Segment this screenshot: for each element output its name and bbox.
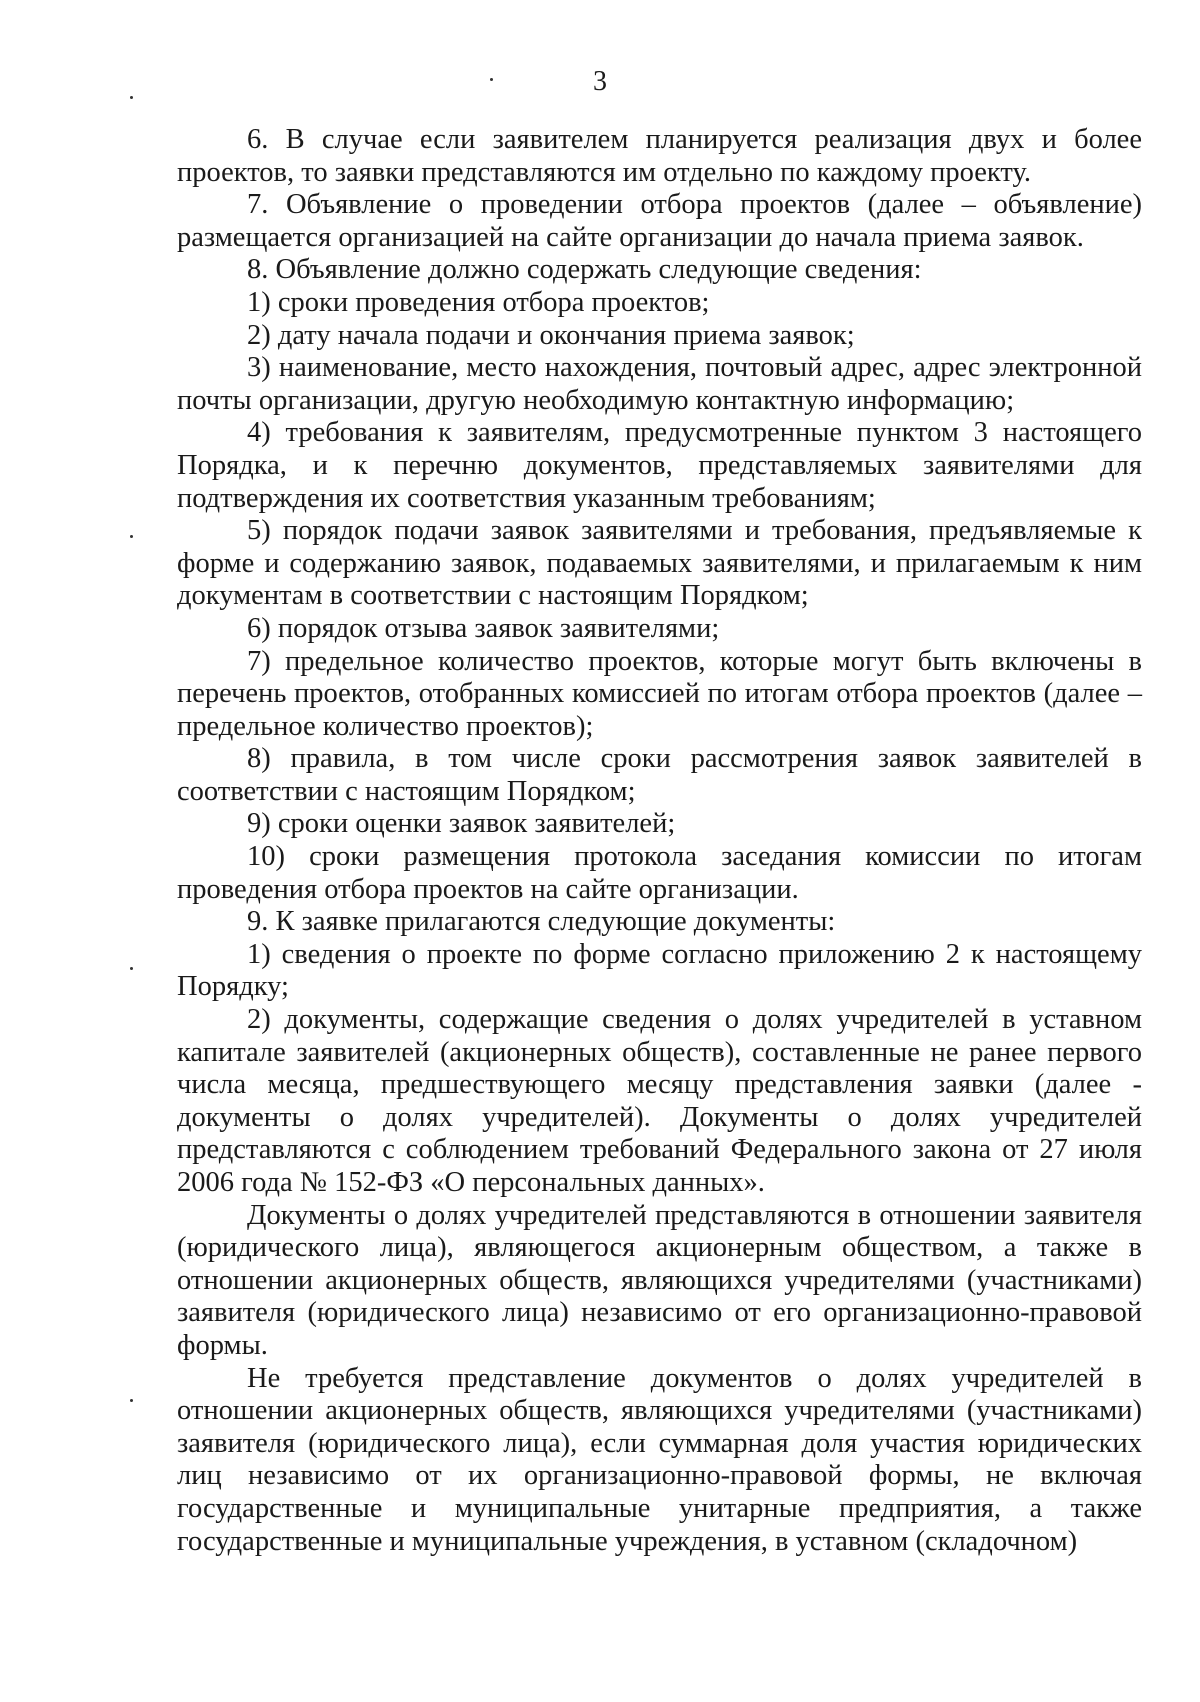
margin-mark xyxy=(130,967,133,970)
list-item-9-1: 1) сведения о проекте по форме согласно приложению 2 к настоящему Порядку; xyxy=(177,938,1142,1003)
paragraph-8: 8. Объявление должно содержать следующие сведения: xyxy=(247,254,922,286)
document-body xyxy=(177,124,1142,1558)
list-item-8-1: 1) сроки проведения отбора проектов; xyxy=(247,286,710,318)
page-number: 3 xyxy=(593,66,607,97)
list-item-8-10: 10) сроки размещения протокола заседания комиссии по итогам проведения отбора проектов на сайте организации. xyxy=(177,841,1142,905)
paragraph-7: 7. Объявление о проведении отбора проектов (далее – объявление) размещается организацией на сайте организации до начала приема заявок. xyxy=(177,189,1142,253)
list-item-8-3: 3) наименование, место нахождения, почтовый адрес, адрес электронной почты организации, другую необходимую контактную информацию; xyxy=(177,352,1142,416)
paragraph-9: 9. К заявке прилагаются следующие документы: xyxy=(247,906,836,938)
list-item-8-4: 4) требования к заявителям, предусмотренные пунктом 3 настоящего Порядка, и к перечню документов, представляемых заявителями для подтверждения их соответствия указанным требованиям; xyxy=(177,417,1142,514)
list-item-9-2: 2) документы, содержащие сведения о долях учредителей в уставном капитале заявителей (акционерных обществ), составленные не ранее первого числа месяца, предшествующего месяцу представления заявки (далее - документы о долях учредителей). Документы о долях учредителей представляются с соблюдением требований Федерального закона от 27 июля 2006 года № 152-ФЗ «О персональных данных». xyxy=(177,1004,1142,1198)
list-item-8-9: 9) сроки оценки заявок заявителей; xyxy=(247,808,676,840)
list-item-8-5: 5) порядок подачи заявок заявителями и требования, предъявляемые к форме и содержанию заявок, подаваемых заявителями, и прилагаемым к ним документам в соответствии с настоящим Порядком; xyxy=(177,515,1142,612)
list-item-8-7: 7) предельное количество проектов, которые могут быть включены в перечень проектов, отобранных комиссией по итогам отбора проектов (далее – предельное количество проектов); xyxy=(177,645,1142,742)
margin-mark xyxy=(130,535,133,538)
list-item-8-8: 8) правила, в том числе сроки рассмотрения заявок заявителей в соответствии с настоящим Порядком; xyxy=(177,743,1142,807)
paragraph-6: 6. В случае если заявителем планируется реализация двух и более проектов, то заявки представляются им отдельно по каждому проекту. xyxy=(177,124,1142,188)
margin-mark xyxy=(130,1399,133,1402)
list-item-8-6: 6) порядок отзыва заявок заявителями; xyxy=(247,612,720,644)
paragraph-founders-documents: Документы о долях учредителей представляются в отношении заявителя (юридического лица), являющегося акционерным обществом, а также в отношении акционерных обществ, являющихся учредителями (участниками) заявителя (юридического лица) независимо от его организационно-правовой формы. xyxy=(177,1199,1142,1361)
list-item-8-2: 2) дату начала подачи и окончания приема заявок; xyxy=(247,319,855,351)
paragraph-exemption: Не требуется представление документов о долях учредителей в отношении акционерных обществ, являющихся учредителями (участниками) заявителя (юридического лица), если суммарная доля участия юридических лиц независимо от их организационно-правовой формы, не включая государственные и муниципальные унитарные предприятия, а также государственные и муниципальные учреждения, в уставном (складочном) xyxy=(177,1362,1142,1557)
